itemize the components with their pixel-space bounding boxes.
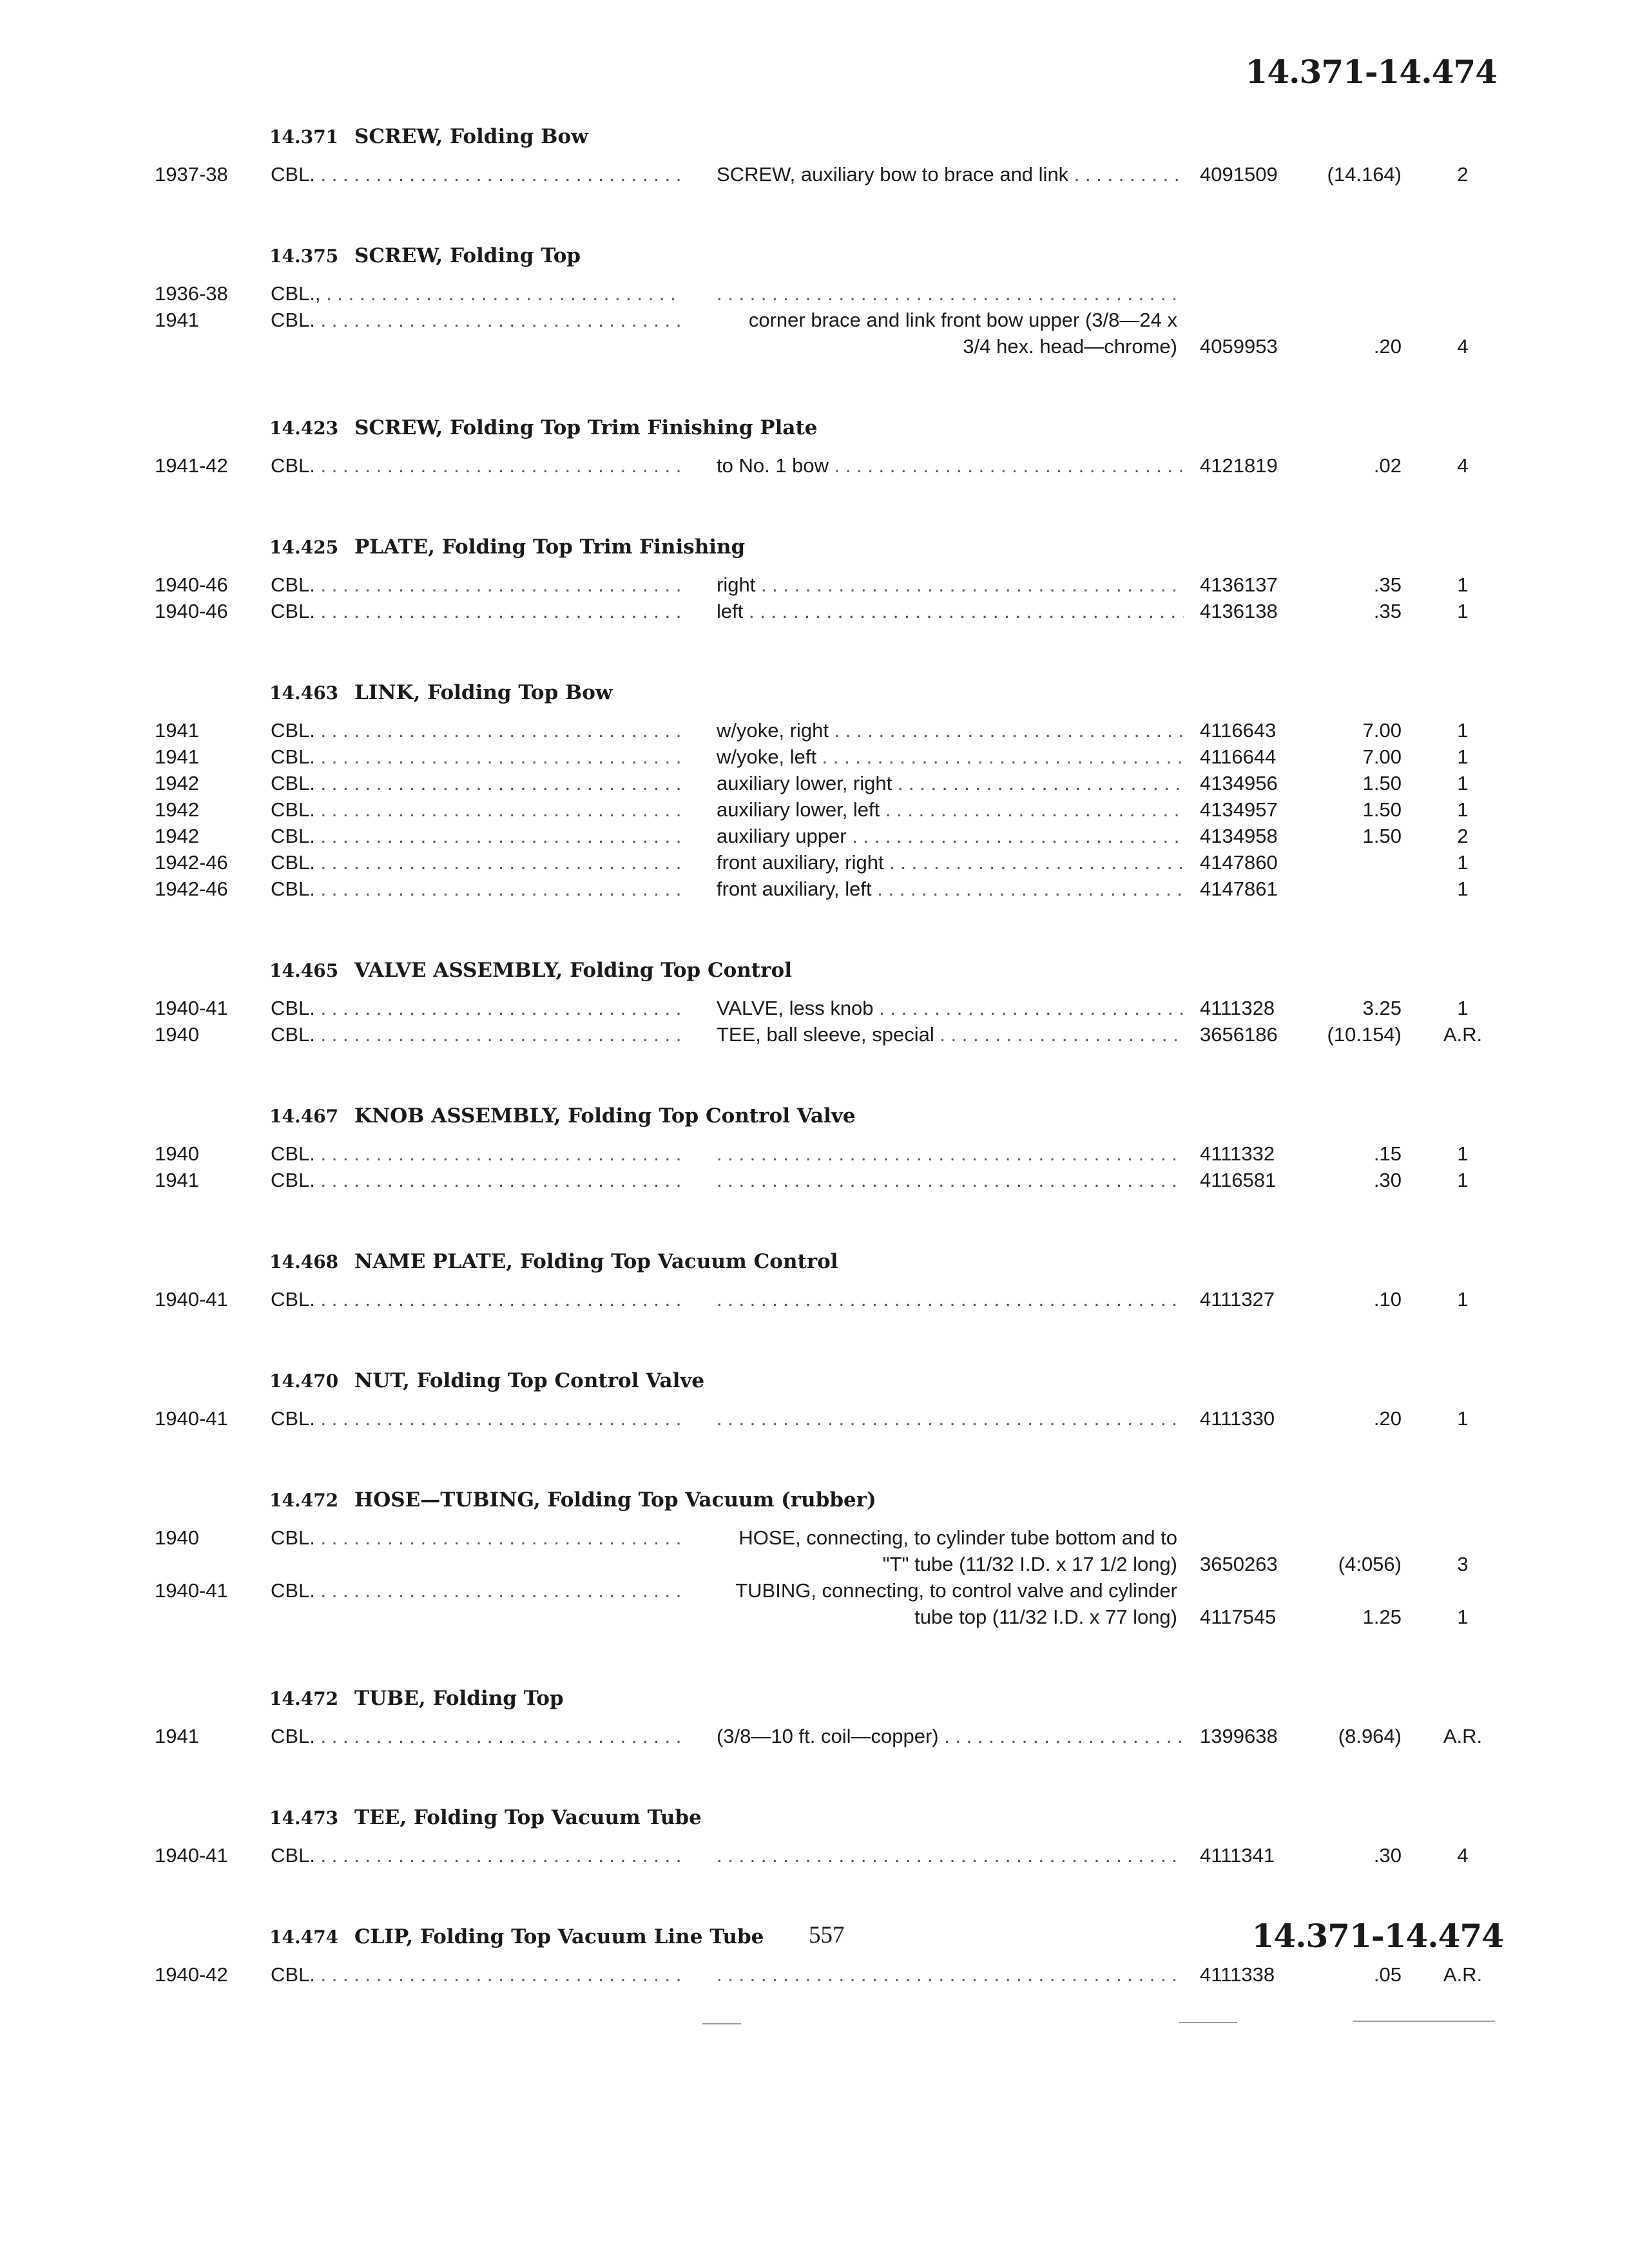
section-title: KNOB ASSEMBLY, Folding Top Control Valve <box>354 1104 856 1128</box>
part-price: 1.50 <box>1362 798 1402 821</box>
part-number: 3650263 <box>1200 1553 1278 1575</box>
quantity: A.R. <box>1443 1023 1483 1046</box>
part-section <box>0 1486 1629 1630</box>
part-description: TEE, ball sleeve, special . . . <box>717 1021 1184 1048</box>
section-title: TUBE, Folding Top <box>354 1687 564 1710</box>
quantity: 1 <box>1457 719 1469 742</box>
section-number: 14.472 <box>269 1688 339 1709</box>
part-number: 4116643 <box>1200 719 1277 742</box>
model-year: 1940-41 <box>155 1579 228 1602</box>
section-title: CLIP, Folding Top Vacuum Line Tube <box>354 1925 764 1948</box>
body-model: CBL. . . . <box>271 1524 683 1551</box>
model-year: 1940 <box>155 1023 199 1046</box>
body-model: CBL. . . . <box>271 744 683 770</box>
section-title: SCREW, Folding Top <box>354 244 581 267</box>
quantity: A.R. <box>1443 1963 1483 1986</box>
part-description: auxiliary lower, left . . . <box>717 796 1184 823</box>
quantity: 1 <box>1457 1288 1469 1311</box>
part-row <box>0 849 1629 876</box>
section-title: LINK, Folding Top Bow <box>354 681 613 704</box>
part-section <box>0 1367 1629 1432</box>
section-title: VALVE ASSEMBLY, Folding Top Control <box>354 959 792 982</box>
part-number: 4111341 <box>1200 1844 1275 1867</box>
part-price: .05 <box>1373 1963 1402 1986</box>
section-heading <box>269 414 1629 442</box>
quantity: A.R. <box>1443 1725 1483 1747</box>
section-title: SCREW, Folding Top Trim Finishing Plate <box>354 416 818 439</box>
part-description: TUBING, connecting, to control valve and cylinder tube top (11/32 I.D. x 77 long) <box>735 1579 1177 1628</box>
part-price: (8.964) <box>1338 1725 1402 1747</box>
part-description: corner brace and link front bow upper (3/8—24 x 3/4 hex. head—chrome) <box>748 309 1177 358</box>
model-year: 1936-38 <box>155 282 228 305</box>
model-year: 1940-41 <box>155 1844 228 1867</box>
part-number: 4147861 <box>1200 878 1278 900</box>
body-model: CBL. . . . <box>271 1167 683 1193</box>
part-description: to No. 1 bow . . . <box>717 452 1184 479</box>
model-year: 1941 <box>155 1169 199 1191</box>
body-model: CBL. . . . <box>271 849 683 876</box>
body-model: CBL. . . . <box>271 1021 683 1048</box>
section-number: 14.468 <box>269 1251 339 1273</box>
quantity: 4 <box>1457 1844 1469 1867</box>
quantity: 1 <box>1457 878 1469 900</box>
quantity: 1 <box>1457 798 1469 821</box>
section-number: 14.465 <box>269 960 339 981</box>
part-number: 4147860 <box>1200 851 1278 874</box>
part-row <box>0 770 1629 796</box>
part-number: 4134957 <box>1200 798 1278 821</box>
section-title: NUT, Folding Top Control Valve <box>354 1369 705 1392</box>
section-title: HOSE—TUBING, Folding Top Vacuum (rubber) <box>354 1488 876 1512</box>
quantity: 1 <box>1457 745 1469 768</box>
body-model: CBL. . . . <box>271 823 683 849</box>
section-number: 14.473 <box>269 1807 339 1829</box>
part-price: 7.00 <box>1362 719 1402 742</box>
section-heading <box>269 1247 1629 1276</box>
part-section <box>0 414 1629 479</box>
part-price: (14.164) <box>1327 163 1402 186</box>
body-model: CBL. . . . <box>271 452 683 479</box>
section-heading <box>269 1486 1629 1514</box>
part-price: .20 <box>1373 1407 1402 1430</box>
model-year: 1940-42 <box>155 1963 228 1986</box>
body-model: CBL. . . . <box>271 876 683 902</box>
part-price: 7.00 <box>1362 745 1402 768</box>
body-model: CBL. . . . <box>271 307 683 333</box>
part-price: .30 <box>1373 1844 1402 1867</box>
part-row <box>0 280 1629 307</box>
section-heading <box>269 678 1629 707</box>
section-title: NAME PLATE, Folding Top Vacuum Control <box>354 1250 838 1273</box>
part-section <box>0 1684 1629 1749</box>
part-row <box>0 452 1629 479</box>
section-title: PLATE, Folding Top Trim Finishing <box>354 535 746 559</box>
part-number: 1399638 <box>1200 1725 1278 1747</box>
model-year: 1942-46 <box>155 851 228 874</box>
part-description: w/yoke, left . . . <box>717 744 1184 770</box>
body-model: CBL. . . . <box>271 717 683 744</box>
part-number: 4136137 <box>1200 573 1278 596</box>
page-footer-range: 14.371-14.474 <box>1251 1917 1503 1955</box>
quantity: 1 <box>1457 600 1469 622</box>
model-year: 1937-38 <box>155 163 228 186</box>
part-description <box>717 1405 1184 1432</box>
quantity: 1 <box>1457 1407 1469 1430</box>
part-row <box>0 1021 1629 1048</box>
part-number: 4111338 <box>1200 1963 1275 1986</box>
part-section <box>0 1102 1629 1193</box>
scan-mark <box>1179 2022 1237 2023</box>
section-title: SCREW, Folding Bow <box>354 125 588 148</box>
part-description: left . . . <box>717 598 1184 624</box>
part-number: 4134958 <box>1200 825 1278 847</box>
part-price: .30 <box>1373 1169 1402 1191</box>
part-row <box>0 307 1629 360</box>
part-section <box>0 242 1629 360</box>
part-number: 4121819 <box>1200 454 1278 477</box>
part-description: w/yoke, right . . . <box>717 717 1184 744</box>
part-row <box>0 796 1629 823</box>
scan-mark <box>1353 2021 1495 2022</box>
section-number: 14.425 <box>269 537 339 558</box>
section-heading <box>269 1367 1629 1395</box>
part-row <box>0 1167 1629 1193</box>
body-model: CBL. . . . <box>271 1577 683 1604</box>
section-number: 14.463 <box>269 682 339 704</box>
scan-mark <box>702 2023 741 2024</box>
part-row <box>0 1961 1629 1988</box>
part-section <box>0 956 1629 1048</box>
section-heading <box>269 1684 1629 1713</box>
part-row <box>0 876 1629 902</box>
part-number: 4117545 <box>1200 1606 1277 1628</box>
model-year: 1942 <box>155 798 199 821</box>
section-number: 14.375 <box>269 245 339 267</box>
part-number: 4111328 <box>1200 997 1275 1019</box>
quantity: 2 <box>1457 825 1469 847</box>
part-price: 1.50 <box>1362 825 1402 847</box>
section-heading <box>269 956 1629 985</box>
model-year: 1942-46 <box>155 878 228 900</box>
section-number: 14.474 <box>269 1927 339 1948</box>
quantity: 2 <box>1457 163 1469 186</box>
part-description <box>717 280 1184 307</box>
body-model: CBL. . . . <box>271 1842 683 1869</box>
quantity: 1 <box>1457 1606 1469 1628</box>
part-price: .35 <box>1373 600 1402 622</box>
body-model: CBL., . . . <box>271 280 683 307</box>
part-description <box>717 1140 1184 1167</box>
part-description <box>717 1286 1184 1312</box>
section-number: 14.470 <box>269 1370 339 1392</box>
quantity: 1 <box>1457 1142 1469 1165</box>
part-price: (4:056) <box>1338 1553 1402 1575</box>
model-year: 1941 <box>155 745 199 768</box>
part-row <box>0 1286 1629 1312</box>
body-model: CBL. . . . <box>271 161 683 187</box>
quantity: 1 <box>1457 851 1469 874</box>
part-row <box>0 1524 1629 1577</box>
body-model: CBL. . . . <box>271 1286 683 1312</box>
body-model: CBL. . . . <box>271 770 683 796</box>
part-description: SCREW, auxiliary bow to brace and link . . . <box>717 161 1184 187</box>
section-number: 14.472 <box>269 1490 339 1511</box>
model-year: 1941 <box>155 719 199 742</box>
model-year: 1940 <box>155 1526 199 1549</box>
part-description <box>717 1842 1184 1869</box>
part-number: 4111327 <box>1200 1288 1275 1311</box>
section-title: TEE, Folding Top Vacuum Tube <box>354 1806 702 1829</box>
section-number: 14.371 <box>269 126 339 148</box>
part-row <box>0 1405 1629 1432</box>
part-section <box>0 678 1629 902</box>
part-section <box>0 1247 1629 1312</box>
part-price: .02 <box>1373 454 1402 477</box>
part-description: (3/8—10 ft. coil—copper) . . . <box>717 1723 1184 1749</box>
part-number: 4091509 <box>1200 163 1278 186</box>
quantity: 1 <box>1457 573 1469 596</box>
model-year: 1941-42 <box>155 454 228 477</box>
part-price: .20 <box>1373 335 1402 358</box>
model-year: 1941 <box>155 1725 199 1747</box>
section-heading <box>269 122 1629 151</box>
part-row <box>0 572 1629 598</box>
body-model: CBL. . . . <box>271 598 683 624</box>
section-number: 14.467 <box>269 1106 339 1127</box>
body-model: CBL. . . . <box>271 572 683 598</box>
part-section <box>0 122 1629 187</box>
quantity: 4 <box>1457 454 1469 477</box>
part-row <box>0 1577 1629 1630</box>
part-number: 3656186 <box>1200 1023 1278 1046</box>
section-heading <box>269 242 1629 270</box>
model-year: 1941 <box>155 309 199 331</box>
page-header-range: 14.371-14.474 <box>1245 53 1497 91</box>
model-year: 1940-41 <box>155 997 228 1019</box>
part-row <box>0 1140 1629 1167</box>
part-number: 4116644 <box>1200 745 1277 768</box>
quantity: 1 <box>1457 772 1469 794</box>
model-year: 1940 <box>155 1142 199 1165</box>
section-number: 14.423 <box>269 418 339 439</box>
quantity: 3 <box>1457 1553 1469 1575</box>
part-number: 4111332 <box>1200 1142 1275 1165</box>
model-year: 1940-46 <box>155 573 228 596</box>
page-number: 557 <box>809 1922 845 1948</box>
part-number: 4059953 <box>1200 335 1278 358</box>
part-description: auxiliary lower, right . . . <box>717 770 1184 796</box>
parts-list <box>0 122 1629 2042</box>
part-description: HOSE, connecting, to cylinder tube bottom and to "T" tube (11/32 I.D. x 17 1/2 long) <box>738 1526 1177 1575</box>
part-row <box>0 995 1629 1021</box>
part-price: .35 <box>1373 573 1402 596</box>
part-row <box>0 823 1629 849</box>
section-heading <box>269 1102 1629 1130</box>
part-row <box>0 717 1629 744</box>
part-description <box>717 1167 1184 1193</box>
model-year: 1940-41 <box>155 1407 228 1430</box>
part-description: auxiliary upper . . . <box>717 823 1184 849</box>
body-model: CBL. . . . <box>271 796 683 823</box>
part-description: VALVE, less knob . . . <box>717 995 1184 1021</box>
part-price: 1.50 <box>1362 772 1402 794</box>
part-row <box>0 744 1629 770</box>
part-description: front auxiliary, left . . . <box>717 876 1184 902</box>
part-row <box>0 598 1629 624</box>
quantity: 1 <box>1457 1169 1469 1191</box>
part-section <box>0 533 1629 624</box>
part-row <box>0 1842 1629 1869</box>
part-price: 1.25 <box>1362 1606 1402 1628</box>
model-year: 1942 <box>155 825 199 847</box>
part-row <box>0 161 1629 187</box>
part-row <box>0 1723 1629 1749</box>
model-year: 1940-41 <box>155 1288 228 1311</box>
body-model: CBL. . . . <box>271 1405 683 1432</box>
part-price: .15 <box>1373 1142 1402 1165</box>
part-number: 4136138 <box>1200 600 1278 622</box>
section-heading <box>269 533 1629 561</box>
body-model: CBL. . . . <box>271 995 683 1021</box>
quantity: 1 <box>1457 997 1469 1019</box>
part-description <box>717 1961 1184 1988</box>
part-price: 3.25 <box>1362 997 1402 1019</box>
part-section <box>0 1803 1629 1869</box>
part-number: 4116581 <box>1200 1169 1277 1191</box>
body-model: CBL. . . . <box>271 1961 683 1988</box>
body-model: CBL. . . . <box>271 1140 683 1167</box>
part-number: 4111330 <box>1200 1407 1275 1430</box>
section-heading <box>269 1803 1629 1832</box>
quantity: 4 <box>1457 335 1469 358</box>
body-model: CBL. . . . <box>271 1723 683 1749</box>
model-year: 1940-46 <box>155 600 228 622</box>
model-year: 1942 <box>155 772 199 794</box>
part-description: right . . . <box>717 572 1184 598</box>
part-description: front auxiliary, right . . . <box>717 849 1184 876</box>
part-price: (10.154) <box>1327 1023 1402 1046</box>
part-number: 4134956 <box>1200 772 1278 794</box>
part-price: .10 <box>1373 1288 1402 1311</box>
